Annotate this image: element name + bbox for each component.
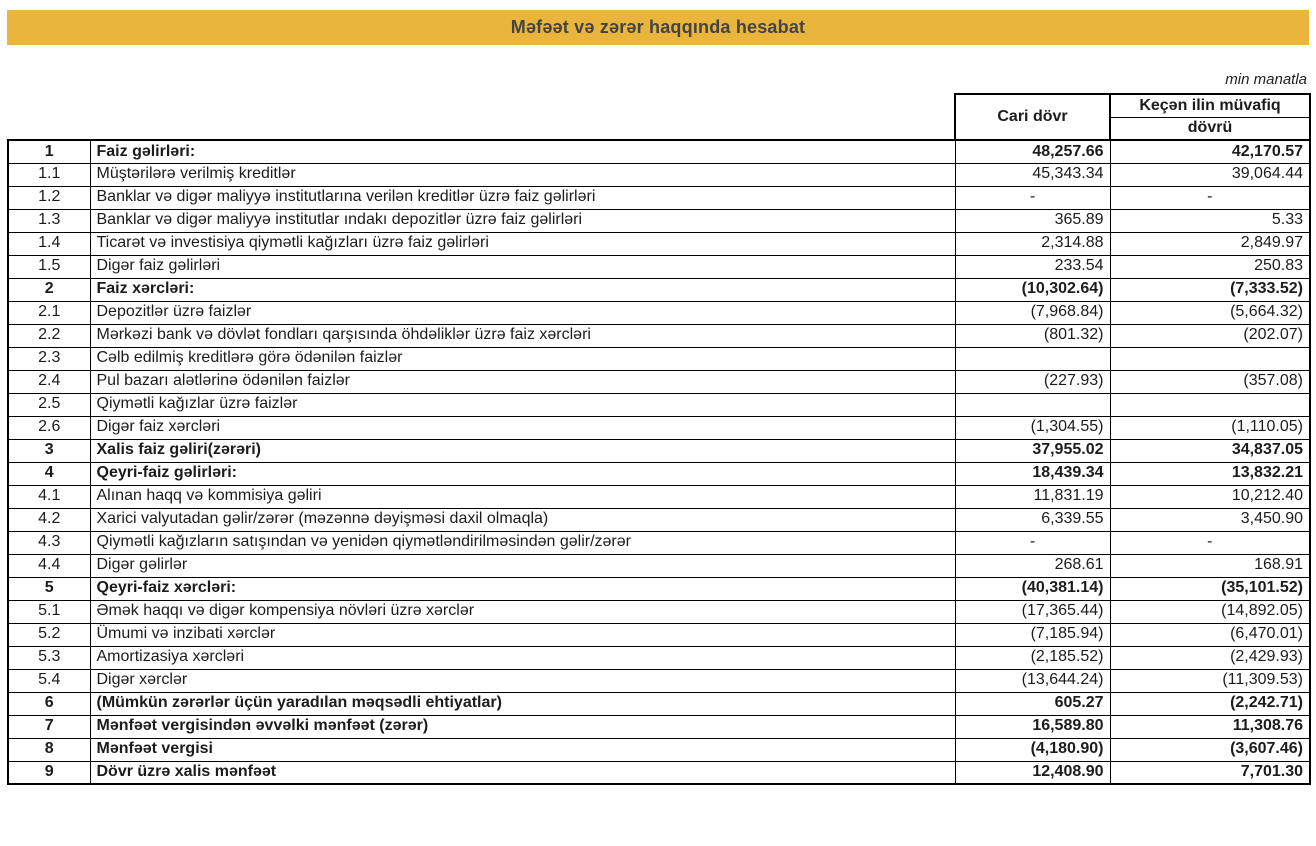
row-number-cell: 4.1 [8,485,90,508]
row-number-cell: 5.3 [8,646,90,669]
row-number-cell: 5.1 [8,600,90,623]
table-row [8,554,1310,577]
row-label-cell: Digər faiz xərcləri [90,416,955,439]
previous-value-cell: 250.83 [1110,255,1310,278]
row-number-cell: 5 [8,577,90,600]
previous-value-cell: (2,429.93) [1110,646,1310,669]
row-number-cell: 4.4 [8,554,90,577]
previous-value-cell: 39,064.44 [1110,163,1310,186]
previous-value-cell [1110,393,1310,416]
row-label-cell: Xalis faiz gəliri(zərəri) [90,439,955,462]
previous-value-cell: (5,664.32) [1110,301,1310,324]
current-value-cell: 605.27 [955,692,1110,715]
current-value-cell: (40,381.14) [955,577,1110,600]
row-label-cell: Faiz gəlirləri: [90,140,955,163]
table-row [8,163,1310,186]
row-label-cell: Depozitlər üzrə faizlər [90,301,955,324]
current-value-cell [955,347,1110,370]
row-label-cell: Ümumi və inzibati xərclər [90,623,955,646]
current-value-cell: 268.61 [955,554,1110,577]
current-value-cell: 11,831.19 [955,485,1110,508]
table-row [8,462,1310,485]
current-value-cell: 48,257.66 [955,140,1110,163]
row-number-cell: 4.2 [8,508,90,531]
row-label-cell: Əmək haqqı və digər kompensiya növləri üzrə xərclər [90,600,955,623]
previous-value-cell: (2,242.71) [1110,692,1310,715]
header-row-1 [8,94,1310,117]
current-value-cell: - [955,531,1110,554]
row-label-cell: Qeyri-faiz gəlirləri: [90,462,955,485]
current-value-cell: (801.32) [955,324,1110,347]
table-row [8,508,1310,531]
title-banner [7,10,1309,45]
previous-value-cell: 7,701.30 [1110,761,1310,784]
row-number-cell: 9 [8,761,90,784]
row-number-cell: 2.2 [8,324,90,347]
row-label-cell: Cəlb edilmiş kreditlərə görə ödənilən faizlər [90,347,955,370]
table-row [8,140,1310,163]
table-row [8,439,1310,462]
row-number-cell: 4.3 [8,531,90,554]
previous-value-cell: 13,832.21 [1110,462,1310,485]
previous-value-cell: (202.07) [1110,324,1310,347]
table-row [8,232,1310,255]
table-row [8,485,1310,508]
row-label-cell: Ticarət və investisiya qiymətli kağızları üzrə faiz gəlirləri [90,232,955,255]
row-label-cell: Müştərilərə verilmiş kreditlər [90,163,955,186]
table-row [8,186,1310,209]
row-label-cell: Xarici valyutadan gəlir/zərər (məzənnə dəyişməsi daxil olmaqla) [90,508,955,531]
row-label-cell: Faiz xərcləri: [90,278,955,301]
row-label-cell: Qeyri-faiz xərcləri: [90,577,955,600]
row-number-cell: 2.6 [8,416,90,439]
table-row [8,347,1310,370]
row-label-cell: Qiymətli kağızların satışından və yenidən qiymətləndirilməsindən gəlir/zərər [90,531,955,554]
table-row [8,692,1310,715]
row-label-cell: Pul bazarı alətlərinə ödənilən faizlər [90,370,955,393]
table-row [8,577,1310,600]
row-number-cell: 3 [8,439,90,462]
row-number-cell: 1.5 [8,255,90,278]
current-value-cell: 6,339.55 [955,508,1110,531]
row-number-cell: 7 [8,715,90,738]
row-label-cell: Alınan haqq və kommisiya gəliri [90,485,955,508]
current-value-cell: 18,439.34 [955,462,1110,485]
previous-value-cell: (11,309.53) [1110,669,1310,692]
row-label-cell: Qiymətli kağızlar üzrə faizlər [90,393,955,416]
table-header [8,94,1310,140]
table-row [8,416,1310,439]
current-value-cell [955,393,1110,416]
previous-value-cell: 5.33 [1110,209,1310,232]
previous-value-cell: (6,470.01) [1110,623,1310,646]
row-label-cell: Dövr üzrə xalis mənfəət [90,761,955,784]
header-spacer [8,94,955,140]
row-number-cell: 2 [8,278,90,301]
previous-value-cell: 168.91 [1110,554,1310,577]
current-value-cell: (13,644.24) [955,669,1110,692]
previous-value-cell: (357.08) [1110,370,1310,393]
table-row [8,255,1310,278]
table-row [8,738,1310,761]
current-value-cell: (4,180.90) [955,738,1110,761]
row-number-cell: 2.4 [8,370,90,393]
previous-value-cell: 10,212.40 [1110,485,1310,508]
previous-value-cell: 42,170.57 [1110,140,1310,163]
col-header-current-period: Cari dövr [955,94,1110,140]
table-row [8,646,1310,669]
previous-value-cell: - [1110,531,1310,554]
row-number-cell: 1.1 [8,163,90,186]
row-label-cell: Mənfəət vergisi [90,738,955,761]
row-number-cell: 1 [8,140,90,163]
row-number-cell: 1.4 [8,232,90,255]
col-header-previous-period-line2: dövrü [1110,117,1310,140]
previous-value-cell: (7,333.52) [1110,278,1310,301]
current-value-cell: 45,343.34 [955,163,1110,186]
table-body [8,140,1310,784]
row-label-cell: Banklar və digər maliyyə institutlar ındakı depozitlər üzrə faiz gəlirləri [90,209,955,232]
current-value-cell: (2,185.52) [955,646,1110,669]
col-header-previous-period-line1: Keçən ilin müvafiq [1110,94,1310,117]
table-row [8,370,1310,393]
row-label-cell: Mərkəzi bank və dövlət fondları qarşısında öhdəliklər üzrə faiz xərcləri [90,324,955,347]
current-value-cell: 12,408.90 [955,761,1110,784]
table-row [8,209,1310,232]
table-row [8,531,1310,554]
row-number-cell: 1.2 [8,186,90,209]
table-row [8,324,1310,347]
table-row [8,715,1310,738]
previous-value-cell: (1,110.05) [1110,416,1310,439]
current-value-cell: (7,185.94) [955,623,1110,646]
previous-value-cell: (14,892.05) [1110,600,1310,623]
row-label-cell: Digər faiz gəlirləri [90,255,955,278]
report-title: Məfəət və zərər haqqında hesabat [510,17,806,37]
unit-note: min manatla [1225,71,1307,88]
current-value-cell: (7,968.84) [955,301,1110,324]
row-label-cell: (Mümkün zərərlər üçün yaradılan məqsədli ehtiyatlar) [90,692,955,715]
table-row [8,600,1310,623]
table-row [8,278,1310,301]
current-value-cell: (227.93) [955,370,1110,393]
row-number-cell: 1.3 [8,209,90,232]
previous-value-cell: 11,308.76 [1110,715,1310,738]
row-label-cell: Digər xərclər [90,669,955,692]
current-value-cell: (10,302.64) [955,278,1110,301]
previous-value-cell: - [1110,186,1310,209]
row-number-cell: 8 [8,738,90,761]
current-value-cell: - [955,186,1110,209]
row-label-cell: Amortizasiya xərcləri [90,646,955,669]
row-label-cell: Banklar və digər maliyyə institutlarına verilən kreditlər üzrə faiz gəlirləri [90,186,955,209]
previous-value-cell: (35,101.52) [1110,577,1310,600]
previous-value-cell: (3,607.46) [1110,738,1310,761]
previous-value-cell [1110,347,1310,370]
table-row [8,301,1310,324]
previous-value-cell: 3,450.90 [1110,508,1310,531]
row-number-cell: 5.2 [8,623,90,646]
row-number-cell: 5.4 [8,669,90,692]
previous-value-cell: 2,849.97 [1110,232,1310,255]
current-value-cell: 2,314.88 [955,232,1110,255]
row-number-cell: 2.3 [8,347,90,370]
current-value-cell: 233.54 [955,255,1110,278]
table-row [8,623,1310,646]
table-row [8,393,1310,416]
row-number-cell: 4 [8,462,90,485]
current-value-cell: 365.89 [955,209,1110,232]
current-value-cell: (17,365.44) [955,600,1110,623]
row-label-cell: Mənfəət vergisindən əvvəlki mənfəət (zərər) [90,715,955,738]
row-number-cell: 2.1 [8,301,90,324]
table-row [8,669,1310,692]
row-number-cell: 6 [8,692,90,715]
previous-value-cell: 34,837.05 [1110,439,1310,462]
current-value-cell: 37,955.02 [955,439,1110,462]
profit-loss-table [7,93,1311,785]
row-label-cell: Digər gəlirlər [90,554,955,577]
current-value-cell: (1,304.55) [955,416,1110,439]
current-value-cell: 16,589.80 [955,715,1110,738]
table-row [8,761,1310,784]
row-number-cell: 2.5 [8,393,90,416]
